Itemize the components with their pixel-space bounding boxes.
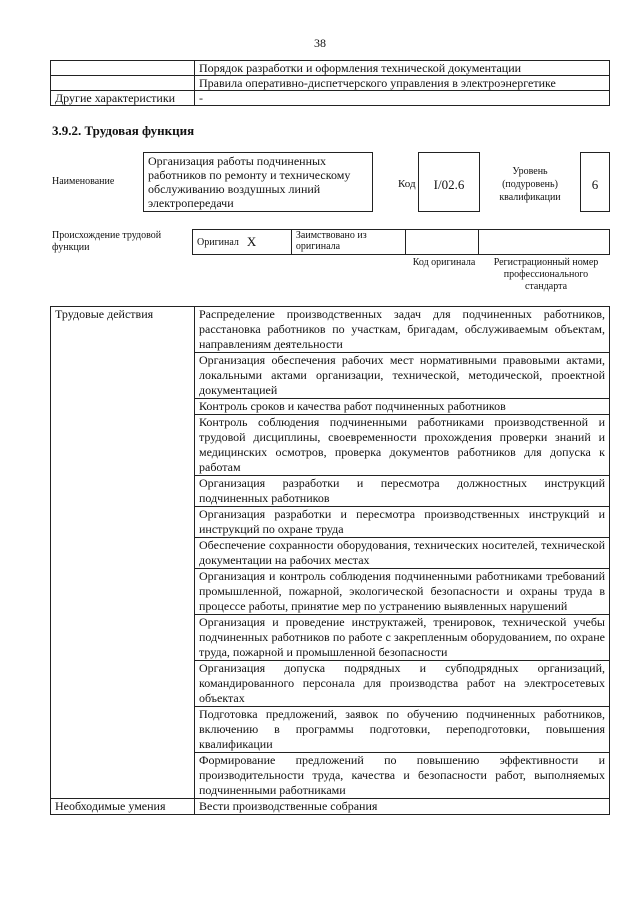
table-row: [51, 307, 610, 353]
borrowed-label: Заимствовано из оригинала: [291, 230, 405, 255]
function-code: I/02.6: [418, 152, 480, 212]
labor-action: Обеспечение сохранности оборудования, технических носителей, технической документации на рабочих местах: [195, 538, 610, 569]
table-row: [51, 61, 610, 76]
labor-action: Распределение производственных задач для подчиненных работников, расстановка работников по участкам, бригадам, обслуживаемым объектам, направлениям деятельности: [195, 307, 610, 353]
labor-action: Организация обеспечения рабочих мест нормативными правовыми актами, локальными актами организации, технической, методической, проектной документацией: [195, 353, 610, 399]
table-cell: Порядок разработки и оформления технической документации: [195, 61, 610, 76]
labor-functions-table: [50, 306, 610, 815]
page-number: 38: [314, 36, 326, 50]
registration-number-caption: Регистрационный номер профессионального стандарта: [493, 257, 599, 292]
origin-label: Происхождение трудовой функции: [52, 230, 162, 253]
table-row: [193, 230, 610, 255]
labor-action: Формирование предложений по повышению эффективности и производительности труда, качества и безопасности работ, выполняемых подчиненными работниками: [195, 753, 610, 799]
labor-action: Организация и контроль соблюдения подчиненными работниками требований промышленной, пожарной, экологической безопасности и охраны труда в процессе работы, принятие мер по устранению выявленных нарушений: [195, 569, 610, 615]
qualification-level: 6: [580, 152, 610, 212]
function-code-label: Код: [398, 178, 416, 190]
table-cell: [51, 61, 195, 76]
labor-action: Организация допуска подрядных и субподрядных организаций, командированного персонала для производства работ на электросетевых объектах: [195, 661, 610, 707]
section-heading: 3.9.2. Трудовая функция: [52, 123, 195, 138]
table-cell: Правила оперативно-диспетчерского управления в электроэнергетике: [195, 76, 610, 91]
function-name: Организация работы подчиненных работников по ремонту и техническому обслуживанию воздушных линий электропередачи: [143, 152, 373, 212]
original-code-cell: [405, 230, 478, 255]
labor-action: Организация и проведение инструктажей, тренировок, технической учебы подчиненных работников по работе с закрепленным оборудованием, по охране труда, пожарной и промышленной безопасности: [195, 615, 610, 661]
skill-item: Вести производственные собрания: [195, 799, 610, 815]
table-row: [51, 799, 610, 815]
original-label: Оригинал: [193, 230, 243, 255]
original-mark: X: [243, 230, 292, 255]
top-table: [50, 60, 610, 106]
labor-action: Контроль соблюдения подчиненными работниками производственной и трудовой дисциплины, своевременности прохождения проверки знаний и медицинских осмотров, проверка документов работников для допуска к работам: [195, 415, 610, 476]
table-row: [51, 91, 610, 106]
origin-table: [192, 229, 610, 255]
labor-action: Организация разработки и пересмотра должностных инструкций подчиненных работников: [195, 476, 610, 507]
labor-action: Организация разработки и пересмотра производственных инструкций и инструкций по охране труда: [195, 507, 610, 538]
table-row: [51, 76, 610, 91]
labor-action: Контроль сроков и качества работ подчиненных работников: [195, 399, 610, 415]
table-cell: [51, 76, 195, 91]
table-cell: -: [195, 91, 610, 106]
labor-action: Подготовка предложений, заявок по обучению подчиненных работников, включению в программы подготовки, переподготовки, повышения квалификации: [195, 707, 610, 753]
qualification-level-label: Уровень (подуровень) квалификации: [499, 166, 561, 203]
function-name-label: Наименование: [52, 176, 115, 187]
original-code-caption: Код оригинала: [412, 257, 476, 268]
labor-actions-label: Трудовые действия: [51, 307, 195, 799]
skills-label: Необходимые умения: [51, 799, 195, 815]
registration-number-cell: [478, 230, 609, 255]
table-cell: Другие характеристики: [51, 91, 195, 106]
